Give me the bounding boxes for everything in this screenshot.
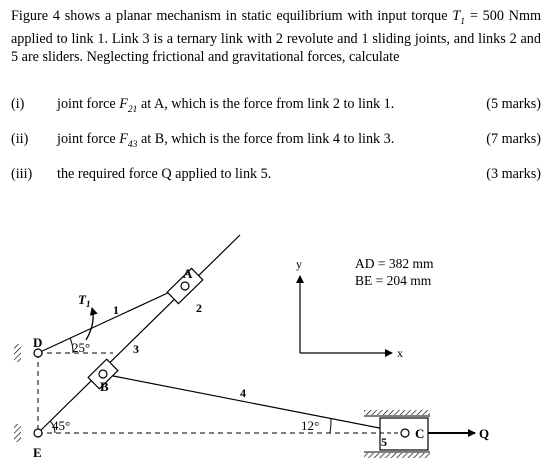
question-number: (iii): [11, 166, 33, 182]
question-number: (ii): [11, 131, 29, 147]
torque-symbol: T: [452, 8, 461, 24]
question-text: joint force $F_{21}$ at A, which is the force from link 2 to link 1.: [57, 96, 395, 115]
link-4: [103, 374, 405, 433]
angle-arc-c: [330, 418, 331, 433]
joint-a: [181, 282, 189, 290]
label-b: B: [100, 379, 109, 394]
ground-hatch-slider-top: [364, 410, 430, 415]
question-text: joint force $F_{43}$ at B, which is the force from link 4 to link 3.: [57, 131, 395, 150]
question-number: (i): [11, 96, 25, 112]
dimension-be: BE = 204 mm: [355, 273, 432, 288]
question-marks: (3 marks): [486, 166, 541, 182]
axis-label-y: y: [296, 257, 302, 271]
question-text: the required force Q applied to link 5.: [57, 166, 272, 182]
question-marks: (7 marks): [486, 131, 541, 147]
intro-text-2: = 500 Nmm applied to link 1. Link 3 is a ternary link with 2 revolute and 1 sliding joints, and links 2 and 5 are sliders. Neglecting frictional and gravitational forces, calculate: [11, 8, 542, 65]
force-label-q: Q: [479, 426, 490, 441]
ground-hatch-slider-bottom: [364, 453, 430, 458]
label-e: E: [33, 445, 42, 460]
joint-b: [99, 370, 107, 378]
torque-arrow: [86, 308, 93, 340]
ground-hatch-d: [14, 344, 21, 362]
label-link-1: 1: [113, 303, 119, 317]
label-d: D: [33, 335, 43, 350]
axis-label-x: x: [397, 346, 403, 360]
link-1: [38, 285, 185, 353]
joint-c: [401, 429, 409, 437]
torque-subscript: 1: [460, 16, 466, 27]
angle-label-c: 12°: [301, 418, 320, 433]
label-link-5: 5: [381, 435, 387, 449]
ground-hatch-e: [14, 424, 21, 442]
label-a: A: [183, 266, 193, 281]
torque-label: $T_1$: [78, 292, 91, 309]
label-link-2: 2: [196, 301, 202, 315]
angle-label-d: 25°: [72, 340, 91, 355]
question-marks: (5 marks): [486, 96, 541, 112]
joint-e: [34, 429, 42, 437]
label-c: C: [415, 426, 425, 441]
label-link-4: 4: [240, 386, 246, 400]
label-link-3: 3: [133, 342, 139, 356]
angle-label-e: 45°: [52, 418, 71, 433]
link-3: [38, 235, 240, 433]
joint-d: [34, 349, 42, 357]
intro-text-1: Figure 4 shows a planar mechanism in static equilibrium with input torque: [11, 8, 448, 24]
dimension-ad: AD = 382 mm: [355, 256, 434, 271]
